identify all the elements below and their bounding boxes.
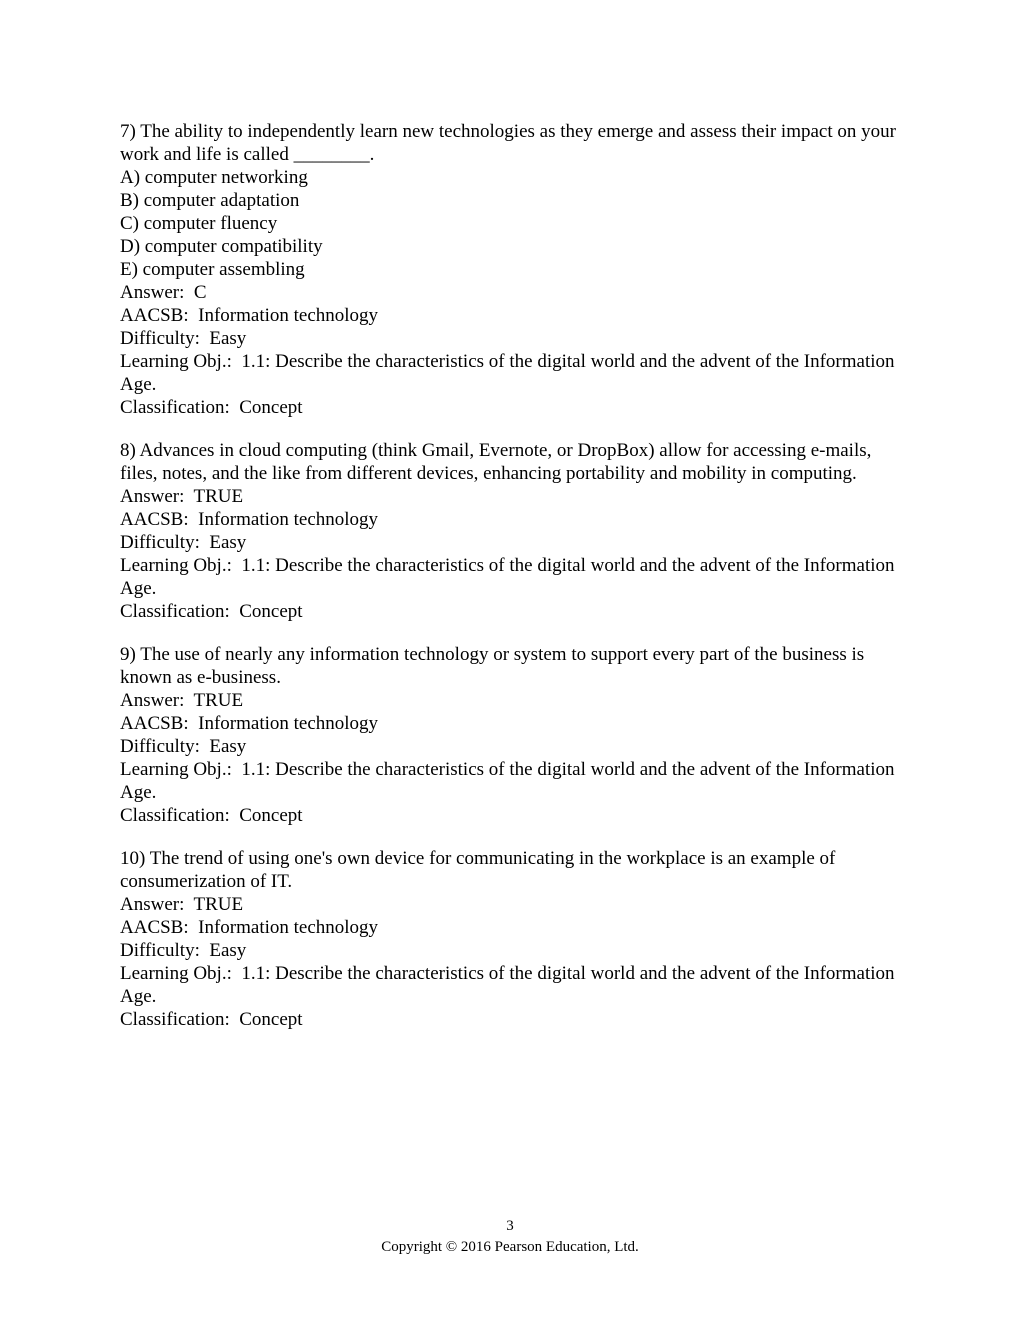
difficulty-tag: Difficulty: Easy [120,328,247,349]
answer-key: Answer: TRUE [120,690,244,711]
answer-key: Answer: TRUE [120,486,244,507]
question-stem: 9) The use of nearly any information technology or system to support every part of the business is known as e-business. [120,644,869,688]
aacsb-tag: AACSB: Information technology [120,713,379,734]
question-stem: 10) The trend of using one's own device for communicating in the workplace is an example of consumerization of IT. [120,848,841,892]
question-stem: 7) The ability to independently learn new technologies as they emerge and assess their impact on your work and life is called ________. [120,121,901,165]
learning-objective: Learning Obj.: 1.1: Describe the characteristics of the digital world and the advent of the Information Age. [120,759,899,803]
question-9 [120,643,910,827]
answer-option-e: E) computer assembling [120,259,305,280]
question-7 [120,120,910,419]
page-footer [0,1216,1020,1258]
answer-option-d: D) computer compatibility [120,236,323,257]
document-body [120,120,910,1051]
question-10 [120,847,910,1031]
classification-tag: Classification: Concept [120,1009,303,1030]
classification-tag: Classification: Concept [120,805,303,826]
aacsb-tag: AACSB: Information technology [120,305,379,326]
answer-option-c: C) computer fluency [120,213,278,234]
answer-key: Answer: C [120,282,207,303]
aacsb-tag: AACSB: Information technology [120,917,379,938]
difficulty-tag: Difficulty: Easy [120,532,247,553]
page-number: 3 [506,1218,514,1234]
aacsb-tag: AACSB: Information technology [120,509,379,530]
learning-objective: Learning Obj.: 1.1: Describe the characteristics of the digital world and the advent of the Information Age. [120,351,899,395]
answer-option-b: B) computer adaptation [120,190,300,211]
learning-objective: Learning Obj.: 1.1: Describe the characteristics of the digital world and the advent of the Information Age. [120,555,899,599]
classification-tag: Classification: Concept [120,397,303,418]
copyright-notice: Copyright © 2016 Pearson Education, Ltd. [381,1239,639,1255]
question-8 [120,439,910,623]
answer-option-a: A) computer networking [120,167,308,188]
question-stem: 8) Advances in cloud computing (think Gmail, Evernote, or DropBox) allow for accessing e-mails, files, notes, and the like from different devices, enhancing portability and mobility in computing. [120,440,877,484]
answer-key: Answer: TRUE [120,894,244,915]
difficulty-tag: Difficulty: Easy [120,940,247,961]
difficulty-tag: Difficulty: Easy [120,736,247,757]
learning-objective: Learning Obj.: 1.1: Describe the characteristics of the digital world and the advent of the Information Age. [120,963,899,1007]
classification-tag: Classification: Concept [120,601,303,622]
